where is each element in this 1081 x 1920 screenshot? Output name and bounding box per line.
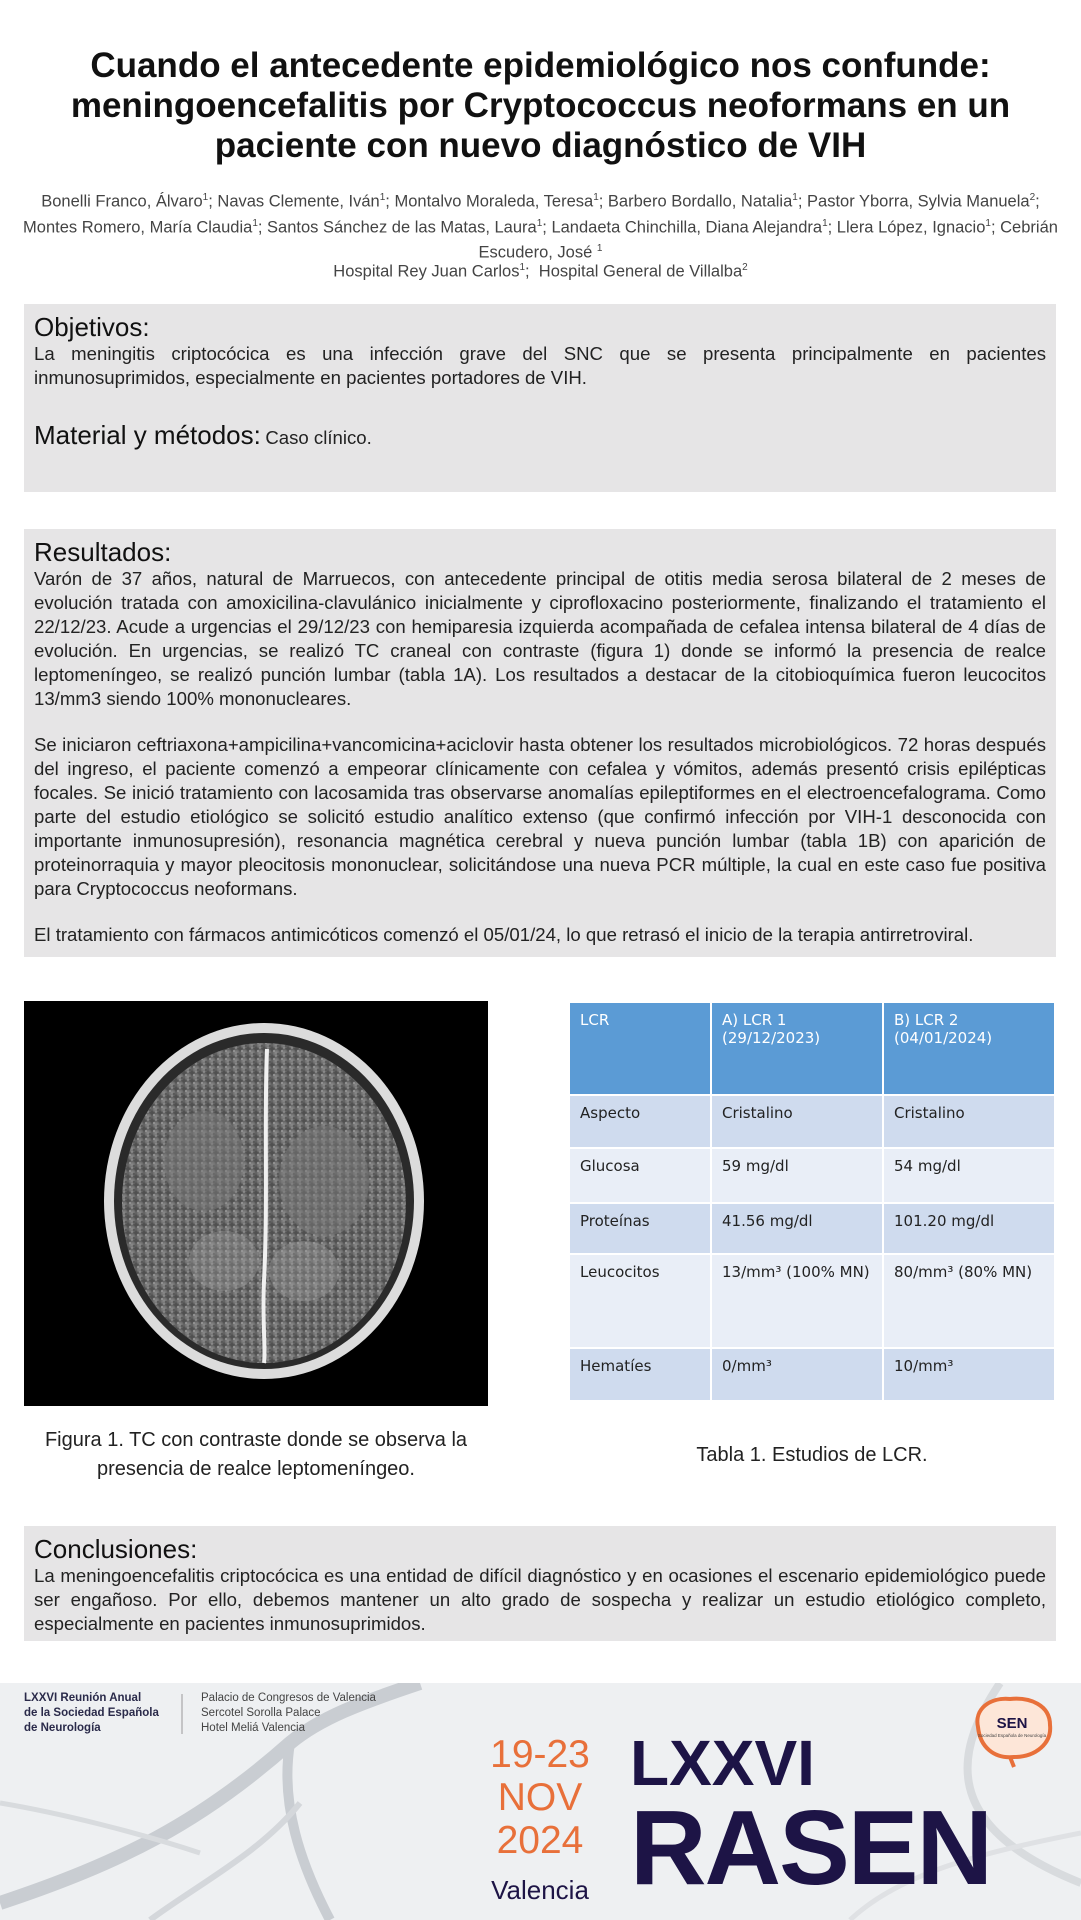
table-cell: 0/mm³	[711, 1348, 883, 1401]
csf-table	[568, 1001, 1056, 1402]
author: Santos Sánchez de las Matas, Laura	[267, 218, 537, 236]
affiliation: Hospital General de Villalba	[538, 262, 743, 281]
conclusions-section	[24, 1526, 1056, 1641]
table-header: B) LCR 2 (04/01/2024)	[883, 1002, 1055, 1095]
results-heading: Resultados:	[34, 537, 172, 567]
author: Pastor Yborra, Sylvia Manuela	[807, 192, 1030, 211]
results-paragraph: El tratamiento con fármacos antimicóticos comenzó el 05/01/24, lo que retrasó el inicio de la terapia antirretroviral.	[34, 924, 974, 945]
author: Cebrián Escudero, José	[478, 218, 1058, 262]
results-section	[24, 529, 1056, 957]
conclusions-text: La meningoencefalitis criptocócica es una entidad de difícil diagnóstico y en ocasiones el escenario epidemiológico puede ser engañoso. Por ello, debemos mantener un alto grado de sospecha y realizar un estudio etiológico completo, especialmente en pacientes inmunosuprimidos.	[34, 1565, 1046, 1634]
poster-title: Cuando el antecedente epidemiológico nos confunde: meningoencefalitis por Cryptococcus neoformans en un paciente con nuevo diagnóstico de VIH	[70, 46, 1011, 165]
event-title: RASEN	[630, 1789, 992, 1907]
table-row	[569, 1203, 1055, 1254]
event-roman-numeral: LXXVI	[630, 1727, 815, 1799]
table-cell: Leucocitos	[569, 1254, 711, 1348]
table-cell: 59 mg/dl	[711, 1148, 883, 1203]
table-cell: Aspecto	[569, 1095, 711, 1148]
table-row	[569, 1348, 1055, 1401]
congress-city: Valencia	[491, 1875, 589, 1905]
table-cell: 10/mm³	[883, 1348, 1055, 1401]
author: Llera López, Ignacio	[836, 218, 986, 236]
venue-list: Palacio de Congresos de Valencia Sercotel Sorolla Palace Hotel Meliá Valencia	[201, 1692, 376, 1734]
sen-logo: SEN Sociedad Española de Neurología	[966, 1691, 1058, 1769]
results-paragraph: Se iniciaron ceftriaxona+ampicilina+vancomicina+aciclovir hasta obtener los resultados microbiológicos. 72 horas después del ingreso, el paciente comenzó a empeorar clínicamente con cefalea y vómitos, además presentó crisis epilépticas focales. Se inició tratamiento con lacosamida tras observarse anomalías epileptiformes en el electroencefalograma. Como parte del estudio etiológico se solicitó estudio analítico extenso (que confirmó infección por VIH-1 desconocida con importante inmunosupresión), resonancia magnética cerebral y nueva punción lumbar (tabla 1B) con aparición de proteinorraquia y mayor pleocitosis mononuclear, solicitándose una nueva PCR múltiple, la cual en este caso fue positiva para Cryptococcus neoformans.	[34, 734, 1046, 899]
ct-scan-image	[24, 1001, 488, 1406]
results-paragraph: Varón de 37 años, natural de Marruecos, con antecedente principal de otitis media serosa bilateral de 2 meses de evolución tratada con amoxicilina-clavulánico inicialmente y ciprofloxacino posteriormente, finalizando el tratamiento el 22/12/23. Acude a urgencias el 29/12/23 con hemiparesia izquierda acompañada de cefalea intensa bilateral de 4 días de evolución. En urgencias, se realizó TC craneal con contraste (figura 1) donde se informó la presencia de realce leptomeníngeo, se realizó punción lumbar (tabla 1A). Los resultados a destacar de la citobioquímica fueron leucocitos 13/mm3 siendo 100% mononucleares.	[34, 568, 1046, 709]
table-cell: 41.56 mg/dl	[711, 1203, 883, 1254]
table-cell: Glucosa	[569, 1148, 711, 1203]
table-row	[569, 1254, 1055, 1348]
table-cell: Cristalino	[711, 1095, 883, 1148]
meeting-name: LXXVI Reunión Anual de la Sociedad Española de Neurología	[24, 1692, 159, 1734]
table-row	[569, 1095, 1055, 1148]
table-cell: Hematíes	[569, 1348, 711, 1401]
author: Montes Romero, María Claudia	[23, 218, 253, 236]
author: Montalvo Moraleda, Teresa	[394, 192, 594, 211]
ct-brain-illustration	[24, 1001, 488, 1406]
author: Barbero Bordallo, Natalia	[607, 192, 793, 211]
objectives-section	[24, 304, 1056, 492]
table-cell: Proteínas	[569, 1203, 711, 1254]
table-header: LCR	[569, 1002, 711, 1095]
objectives-text: La meningitis criptocócica es una infección grave del SNC que se presenta principalmente en pacientes inmunosuprimidos, especialmente en pacientes portadores de VIH.	[34, 343, 1046, 388]
author-list: Bonelli Franco, Álvaro$^1$; Navas Clemente, Iván$^1$; Montalvo Moraleda, Teresa$^1$; Barbero Bordallo, Natalia$^1$; Pastor Yborra, Sylvia Manuela$^2$; Montes Romero, María Claudia$^1$; Santos Sánchez de las Matas, Laura$^1$; Landaeta Chinchilla, Diana Alejandra$^1$; Llera López, Ignacio$^1$; Cebrián Escudero, José $^1$	[23, 192, 1058, 262]
table-header: A) LCR 1 (29/12/2023)	[711, 1002, 883, 1095]
congress-banner	[0, 1683, 1081, 1920]
table-cell: Cristalino	[883, 1095, 1055, 1148]
methods-line	[34, 420, 1046, 451]
affiliation-list: Hospital Rey Juan Carlos$^1$; Hospital General de Villalba$^2$	[333, 262, 748, 281]
table-row	[569, 1148, 1055, 1203]
figure-caption: Figura 1. TC con contraste donde se observa la presencia de realce leptomeníngeo.	[44, 1429, 468, 1480]
congress-dates: 19-23 NOV 2024	[490, 1733, 590, 1862]
table-cell: 13/mm³ (100% MN)	[711, 1254, 883, 1348]
methods-text: Caso clínico.	[265, 427, 372, 448]
table-cell: 101.20 mg/dl	[883, 1203, 1055, 1254]
author: Landaeta Chinchilla, Diana Alejandra	[551, 218, 823, 236]
methods-heading: Material y métodos:	[34, 420, 261, 450]
author: Navas Clemente, Iván	[217, 192, 380, 211]
affiliation: Hospital Rey Juan Carlos	[333, 262, 520, 281]
table-cell: 54 mg/dl	[883, 1148, 1055, 1203]
table-caption: Tabla 1. Estudios de LCR.	[696, 1444, 928, 1466]
conclusions-heading: Conclusiones:	[34, 1534, 198, 1564]
author: Bonelli Franco, Álvaro	[41, 192, 203, 211]
table-cell: 80/mm³ (80% MN)	[883, 1254, 1055, 1348]
objectives-heading: Objetivos:	[34, 312, 150, 342]
